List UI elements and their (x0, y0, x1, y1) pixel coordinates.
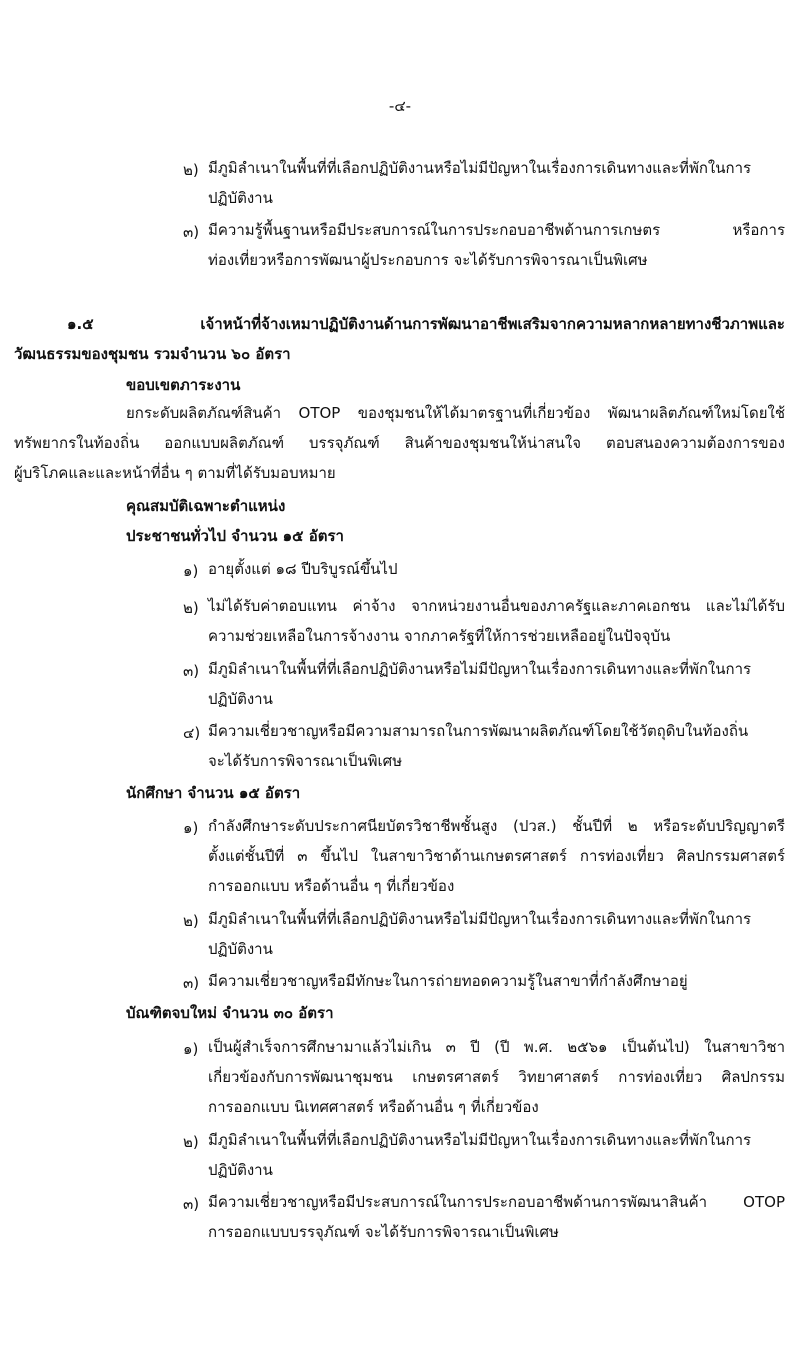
list-item-number: ๒) (183, 912, 199, 930)
section-heading: ๑.๕ เจ้าหน้าที่จ้างเหมาปฏิบัติงานด้านการพัฒนาอาชีพเสริมจากความหลากหลายทางชีวภาพและ (67, 315, 785, 333)
list-item-text: มีภูมิลำเนาในพื้นที่ที่เลือกปฏิบัติงานหรือไม่มีปัญหาในเรื่องการเดินทางและที่พักในการ (208, 159, 752, 177)
page-number: -๔- (388, 97, 412, 115)
group-title-general-public: ประชาชนทั่วไป จำนวน ๑๕ อัตรา (126, 527, 344, 545)
list-item-text: การออกแบบบรรจุภัณฑ์ จะได้รับการพิจารณาเป็นพิเศษ (208, 1223, 559, 1241)
list-item-text: ปฏิบัติงาน (208, 1161, 273, 1179)
scope-text: ยกระดับผลิตภัณฑ์สินค้า OTOP ของชุมชนให้ได้มาตรฐานที่เกี่ยวข้อง พัฒนาผลิตภัณฑ์ใหม่โดยใช้ (126, 404, 785, 422)
group-title-students: นักศึกษา จำนวน ๑๕ อัตรา (126, 784, 301, 802)
list-item-number: ๓) (183, 1195, 200, 1213)
list-item-number: ๑) (183, 1040, 199, 1058)
list-item-text: มีภูมิลำเนาในพื้นที่ที่เลือกปฏิบัติงานหรือไม่มีปัญหาในเรื่องการเดินทางและที่พักในการ (208, 910, 752, 928)
list-item-number: ๑) (183, 562, 199, 580)
list-item-text: ตั้งแต่ชั้นปีที่ ๓ ขึ้นไป ในสาขาวิชาด้านเกษตรศาสตร์ การท่องเที่ยว ศิลปกรรมศาสตร์ (208, 847, 785, 865)
list-item-text: การออกแบบ หรือด้านอื่น ๆ ที่เกี่ยวข้อง (208, 877, 455, 895)
list-item-number: ๓) (183, 223, 200, 241)
list-item-text: ความช่วยเหลือในการจ้างงาน จากภาครัฐที่ให้การช่วยเหลืออยู่ในปัจจุบัน (208, 627, 671, 645)
list-item-text: จะได้รับการพิจารณาเป็นพิเศษ (208, 752, 403, 770)
list-item-number: ๓) (183, 974, 200, 992)
list-item-text: ไม่ได้รับค่าตอบแทน ค่าจ้าง จากหน่วยงานอื่นของภาครัฐและภาคเอกชน และไม่ได้รับ (208, 597, 785, 615)
list-item-number: ๓) (183, 662, 200, 680)
section-heading-cont: วัฒนธรรมของชุมชน รวมจำนวน ๖๐ อัตรา (14, 345, 291, 363)
list-item-text: มีภูมิลำเนาในพื้นที่ที่เลือกปฏิบัติงานหรือไม่มีปัญหาในเรื่องการเดินทางและที่พักในการ (208, 660, 752, 678)
list-item-text: มีภูมิลำเนาในพื้นที่ที่เลือกปฏิบัติงานหรือไม่มีปัญหาในเรื่องการเดินทางและที่พักในการ (208, 1131, 752, 1149)
list-item-text: มีความเชี่ยวชาญหรือมีประสบการณ์ในการประกอบอาชีพด้านการพัฒนาสินค้า OTOP (208, 1193, 785, 1211)
list-item-text: ปฏิบัติงาน (208, 940, 273, 958)
list-item-text: การออกแบบ นิเทศศาสตร์ หรือด้านอื่น ๆ ที่เกี่ยวข้อง (208, 1098, 539, 1116)
scope-title: ขอบเขตภาระงาน (126, 376, 241, 394)
list-item-text: ปฏิบัติงาน (208, 189, 273, 207)
qualification-title: คุณสมบัติเฉพาะตำแหน่ง (126, 497, 286, 515)
list-item-number: ๑) (183, 819, 199, 837)
list-item-text: มีความเชี่ยวชาญหรือมีความสามารถในการพัฒนาผลิตภัณฑ์โดยใช้วัตถุดิบในท้องถิ่น (208, 722, 749, 740)
scope-text: ทรัพยากรในท้องถิ่น ออกแบบผลิตภัณฑ์ บรรจุภัณฑ์ สินค้าของชุมชนให้น่าสนใจ ตอบสนองความต้องการของ (14, 434, 785, 452)
scope-text: ผู้บริโภคและและหน้าที่อื่น ๆ ตามที่ได้รับมอบหมาย (14, 464, 336, 482)
list-item-text: เกี่ยวข้องกับการพัฒนาชุมชน เกษตรศาสตร์ วิทยาศาสตร์ การท่องเที่ยว ศิลปกรรม (208, 1068, 785, 1086)
list-item-text: กำลังศึกษาระดับประกาศนียบัตรวิชาชีพชั้นสูง (ปวส.) ชั้นปีที่ ๒ หรือระดับปริญญาตรี (208, 817, 785, 835)
list-item-number: ๒) (183, 599, 199, 617)
list-item-text: ปฏิบัติงาน (208, 690, 273, 708)
group-title-new-graduates: บัณฑิตจบใหม่ จำนวน ๓๐ อัตรา (126, 1004, 334, 1022)
list-item-text: มีความเชี่ยวชาญหรือมีทักษะในการถ่ายทอดความรู้ในสาขาที่กำลังศึกษาอยู่ (208, 972, 688, 990)
list-item-number: ๔) (183, 724, 201, 742)
list-item-text: เป็นผู้สำเร็จการศึกษามาแล้วไม่เกิน ๓ ปี (ปี พ.ศ. ๒๕๖๑ เป็นต้นไป) ในสาขาวิชา (208, 1038, 785, 1056)
list-item-number: ๒) (183, 1133, 199, 1151)
list-item-number: ๒) (183, 161, 199, 179)
list-item-text: อายุตั้งแต่ ๑๘ ปีบริบูรณ์ขึ้นไป (208, 560, 398, 578)
list-item-text: มีความรู้พื้นฐานหรือมีประสบการณ์ในการประกอบอาชีพด้านการเกษตร หรือการ (208, 221, 785, 239)
list-item-text: ท่องเที่ยวหรือการพัฒนาผู้ประกอบการ จะได้รับการพิจารณาเป็นพิเศษ (208, 251, 648, 269)
